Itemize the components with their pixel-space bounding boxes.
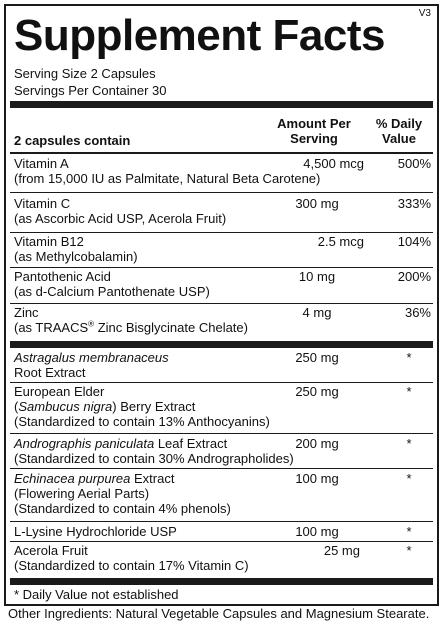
nutrient-source bbox=[14, 320, 248, 335]
row-divider bbox=[10, 303, 433, 304]
row-divider bbox=[10, 382, 433, 383]
ingredient-detail-part: ) Berry Extract bbox=[112, 399, 196, 414]
ingredient-name-part: Leaf Extract bbox=[154, 436, 228, 451]
ingredient-daily-value: * bbox=[406, 384, 412, 399]
row-divider bbox=[10, 232, 433, 233]
ingredient-daily-value: * bbox=[406, 471, 412, 486]
nutrient-source-part: Zinc Bisglycinate Chelate) bbox=[94, 320, 248, 335]
header-dv-line2: Value bbox=[382, 131, 416, 146]
nutrient-name: Vitamin B12 bbox=[14, 234, 84, 249]
ingredient-detail: Root Extract bbox=[14, 365, 86, 380]
servings-per-container: Servings Per Container 30 bbox=[14, 83, 167, 98]
ingredient-latin-name: Astragalus membranaceus bbox=[14, 350, 169, 365]
nutrient-name: Zinc bbox=[14, 305, 39, 320]
serving-info bbox=[14, 65, 166, 99]
nutrient-source-part: (as TRAACS bbox=[14, 320, 89, 335]
nutrient-daily-value: 333% bbox=[397, 196, 431, 211]
row-divider bbox=[10, 468, 433, 469]
ingredient-detail-part: ( bbox=[14, 399, 19, 414]
ingredient-standardization: (Standardized to contain 17% Vitamin C) bbox=[14, 558, 249, 573]
bottom-thick-bar bbox=[10, 578, 433, 585]
ingredient-daily-value: * bbox=[406, 543, 412, 558]
ingredient-latin-name: Echinacea purpurea bbox=[14, 471, 131, 486]
header-amount bbox=[268, 116, 360, 146]
row-divider bbox=[10, 267, 433, 268]
ingredient-amount: 100 mg bbox=[295, 524, 339, 539]
ingredient-daily-value: * bbox=[406, 350, 412, 365]
nutrient-amount: 4,500 mcg bbox=[303, 156, 364, 171]
daily-value-footnote: * Daily Value not established bbox=[14, 587, 179, 602]
nutrient-name: Vitamin A bbox=[14, 156, 69, 171]
ingredient-name: European Elder bbox=[14, 384, 105, 399]
nutrient-source: (as Methylcobalamin) bbox=[14, 249, 138, 264]
serving-size: Serving Size 2 Capsules bbox=[14, 66, 156, 81]
nutrient-daily-value: 500% bbox=[397, 156, 431, 171]
nutrient-source: (as d-Calcium Pantothenate USP) bbox=[14, 284, 210, 299]
nutrient-amount: 300 mg bbox=[295, 196, 339, 211]
header-dv-line1: % Daily bbox=[375, 116, 423, 131]
ingredient-amount: 100 mg bbox=[295, 471, 339, 486]
ingredient-name: L-Lysine Hydrochloride USP bbox=[14, 524, 177, 539]
row-divider bbox=[10, 433, 433, 434]
supplement-facts-panel bbox=[4, 4, 439, 606]
nutrient-source: (as Ascorbic Acid USP, Acerola Fruit) bbox=[14, 211, 227, 226]
header-contain: 2 capsules contain bbox=[14, 133, 131, 148]
middle-thick-bar bbox=[10, 341, 433, 348]
other-ingredients: Other Ingredients: Natural Vegetable Capsules and Magnesium Stearate. bbox=[8, 606, 430, 621]
nutrient-source: (from 15,000 IU as Palmitate, Natural Beta Carotene) bbox=[14, 171, 321, 186]
ingredient-standardization: (Standardized to contain 30% Andrographolides) bbox=[14, 451, 294, 466]
header-daily-value bbox=[368, 116, 430, 146]
ingredient-standardization: (Standardized to contain 13% Anthocyanins) bbox=[14, 414, 270, 429]
ingredient-amount: 250 mg bbox=[295, 350, 339, 365]
nutrient-daily-value: 200% bbox=[397, 269, 431, 284]
header-amount-line2: Serving bbox=[290, 131, 338, 146]
ingredient-daily-value: * bbox=[406, 524, 412, 539]
header-divider bbox=[10, 152, 433, 154]
version-label: V3 bbox=[418, 8, 431, 19]
ingredient-standardization: (Standardized to contain 4% phenols) bbox=[14, 501, 231, 516]
row-divider bbox=[10, 541, 433, 542]
nutrient-amount: 10 mg bbox=[298, 269, 336, 284]
row-divider bbox=[10, 192, 433, 193]
nutrient-name: Pantothenic Acid bbox=[14, 269, 111, 284]
top-thick-bar bbox=[10, 101, 433, 108]
nutrient-amount: 2.5 mcg bbox=[317, 234, 364, 249]
nutrient-daily-value: 104% bbox=[397, 234, 431, 249]
ingredient-detail: (Flowering Aerial Parts) bbox=[14, 486, 150, 501]
ingredient-latin-name: Sambucus nigra bbox=[18, 399, 113, 414]
nutrient-name: Vitamin C bbox=[14, 196, 71, 211]
header-amount-line1: Amount Per bbox=[277, 116, 351, 131]
ingredient-amount: 200 mg bbox=[295, 436, 339, 451]
ingredient-name: Acerola Fruit bbox=[14, 543, 88, 558]
ingredient-daily-value: * bbox=[406, 436, 412, 451]
panel-title: Supplement Facts bbox=[14, 11, 385, 60]
nutrient-amount: 4 mg bbox=[302, 305, 332, 320]
nutrient-daily-value: 36% bbox=[404, 305, 431, 320]
ingredient-amount: 25 mg bbox=[323, 543, 360, 558]
row-divider bbox=[10, 521, 433, 522]
ingredient-amount: 250 mg bbox=[295, 384, 339, 399]
ingredient-name-part: Extract bbox=[130, 471, 175, 486]
registered-mark: ® bbox=[88, 319, 95, 329]
ingredient-latin-name: Andrographis paniculata bbox=[14, 436, 155, 451]
